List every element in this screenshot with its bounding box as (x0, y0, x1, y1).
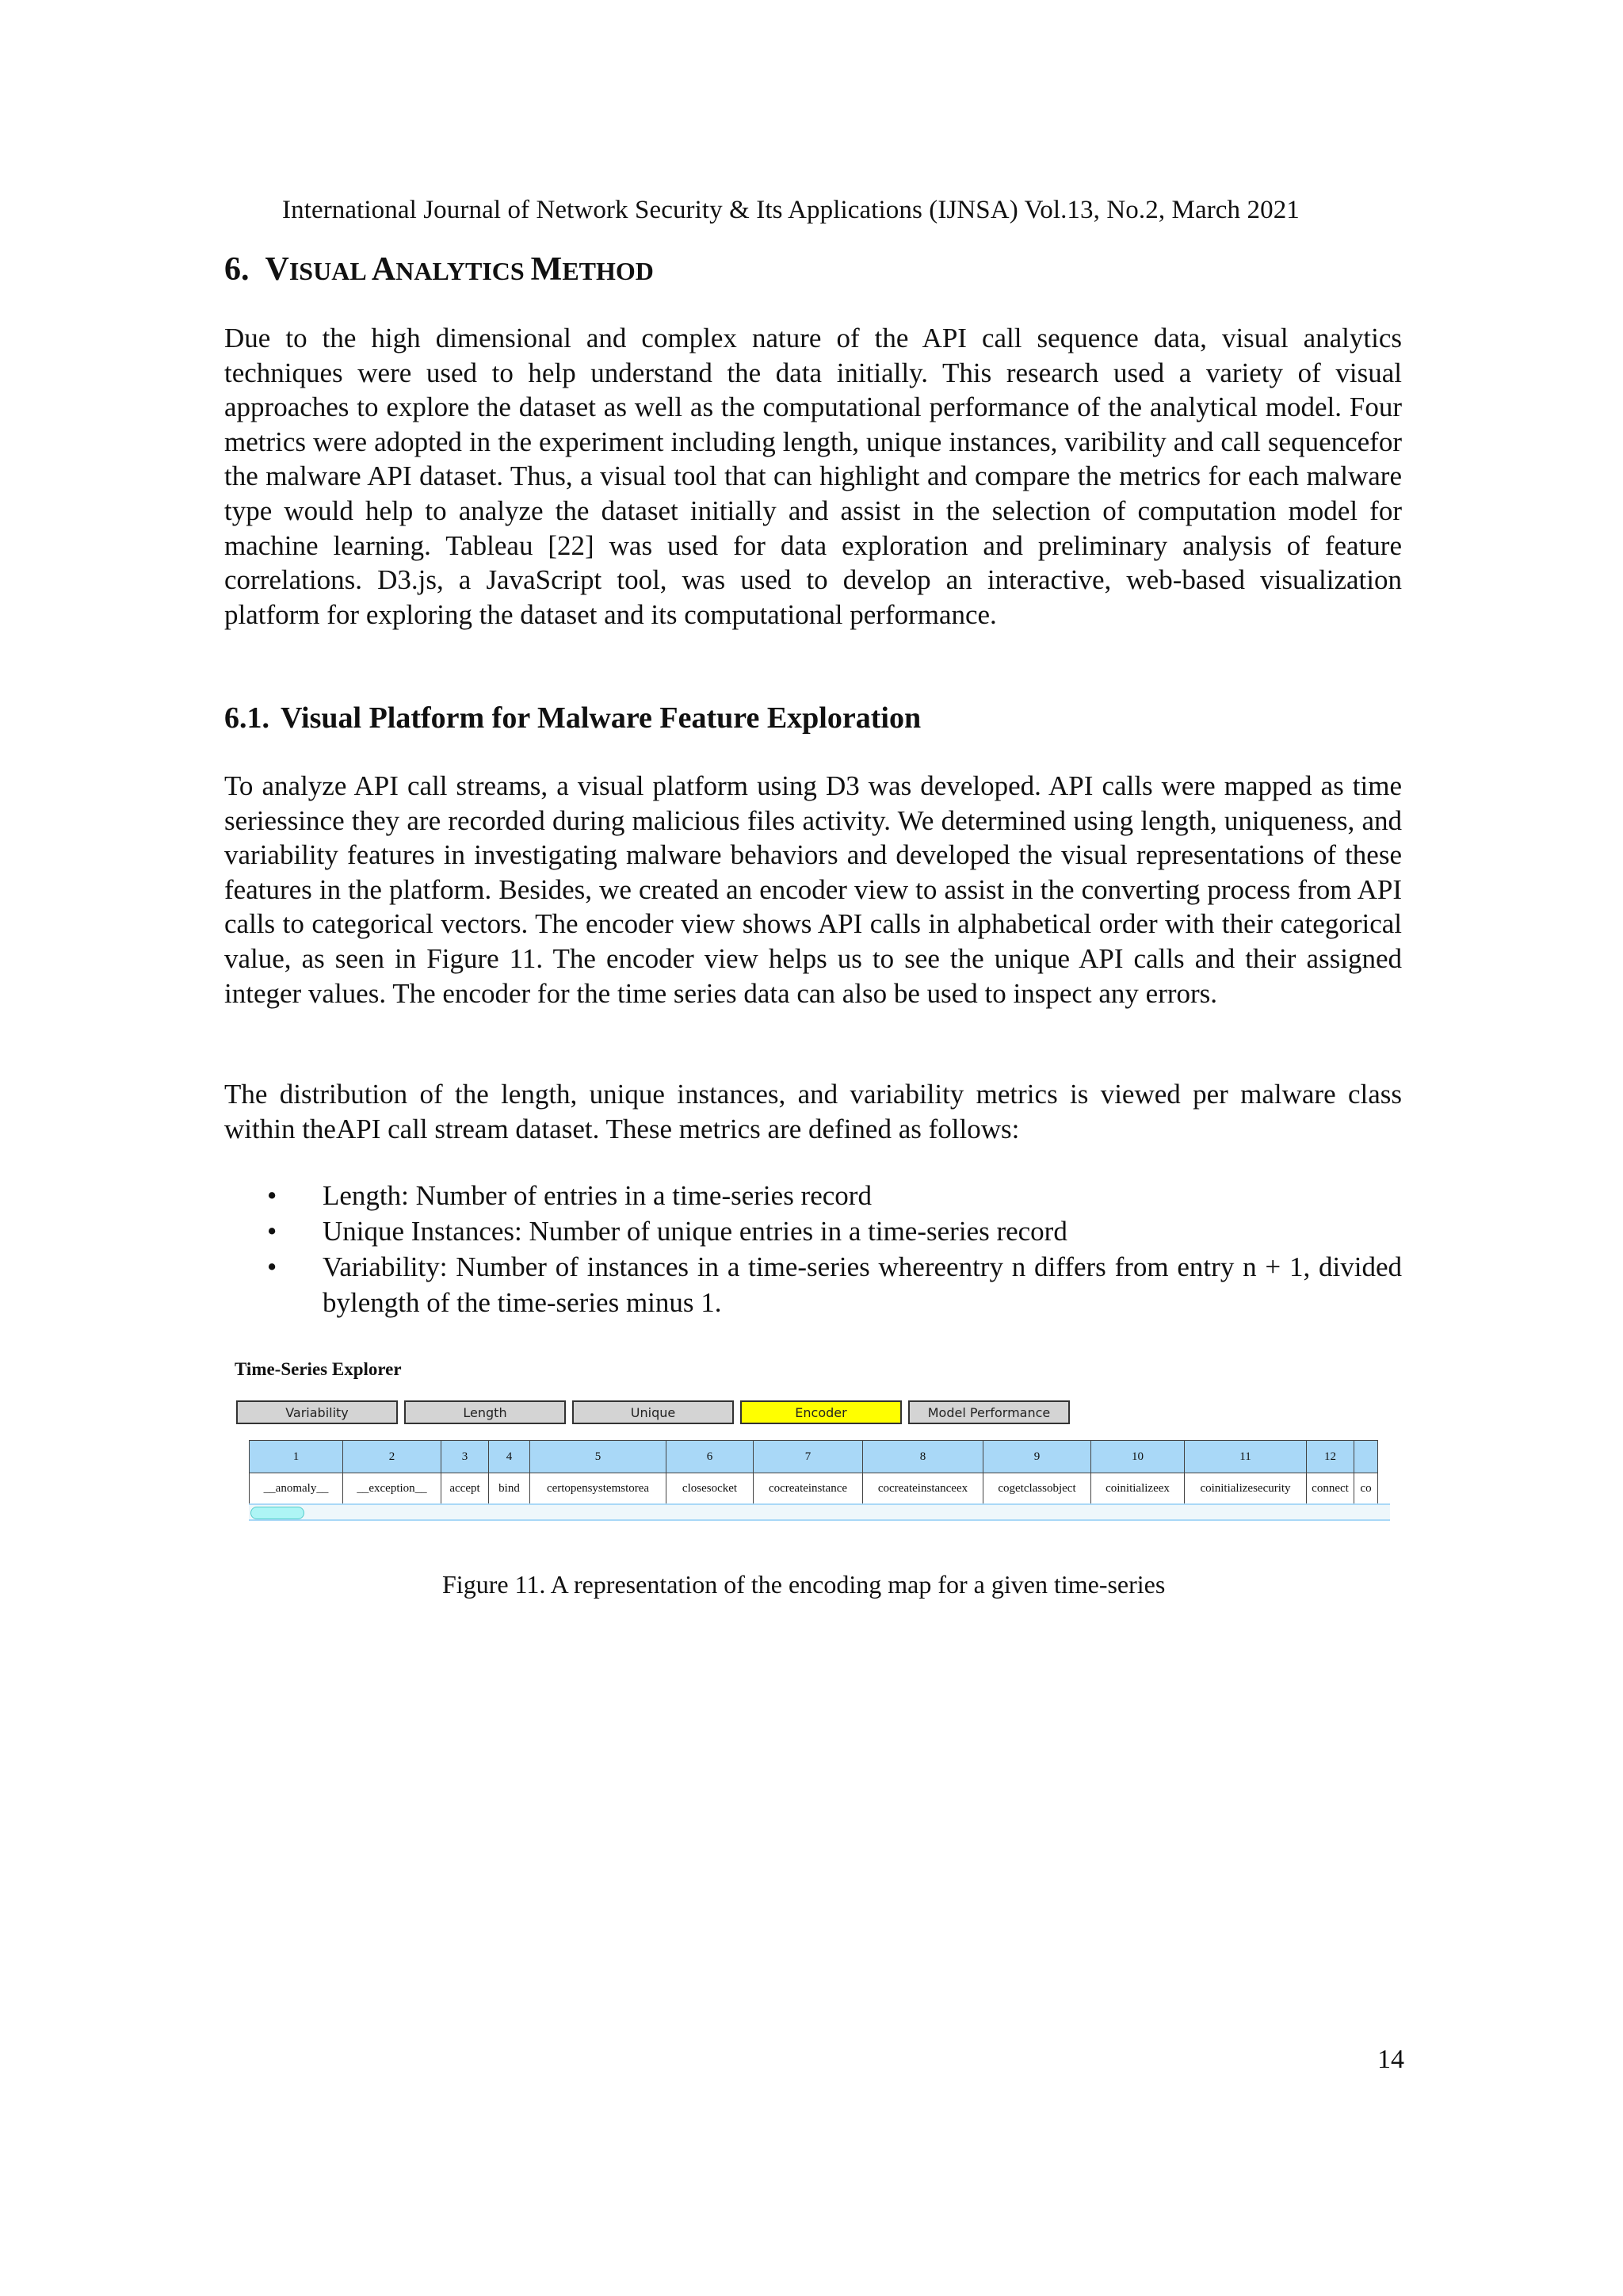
encoder-value-cell: cocreateinstance (754, 1473, 863, 1504)
metrics-list (267, 1178, 1402, 1320)
tab-unique[interactable]: Unique (572, 1400, 734, 1424)
encoder-index-cell: 6 (666, 1441, 754, 1473)
section-paragraph: Due to the high dimensional and complex nature of the API call sequence data, visual analytics techniques were used to help understand the data initially. This research used a variety of visual approaches to explore the dataset as well as the computational performance of the analytical model. Four metrics were adopted in the experiment including length, unique instances, varibility and call sequencefor the malware API dataset. Thus, a visual tool that can highlight and compare the metrics for each malware type would help to analyze the dataset initially and assist in the selection of computation model for machine learning. Tableau [22] was used for data exploration and preliminary analysis of feature correlations. D3.js, a JavaScript tool, was used to develop an interactive, web-based visualization platform for exploring the dataset and its computational performance. (224, 323, 1402, 630)
encoder-value-cell: bind (489, 1473, 530, 1504)
subsection-number: 6.1. (224, 701, 269, 735)
encoder-value-cell: accept (441, 1473, 489, 1504)
list-item: • Variability: Number of instances in a time-series whereentry n differs from entry n + 1, divided bylength of the time-series minus 1. (267, 1249, 1402, 1320)
encoder-value-cell: coinitializesecurity (1185, 1473, 1307, 1504)
tab-model-performance[interactable]: Model Performance (908, 1400, 1070, 1424)
bullet-icon: • (267, 1216, 277, 1247)
encoder-index-cell: 4 (489, 1441, 530, 1473)
encoder-value-row (250, 1473, 1378, 1504)
encoder-index-cell: 12 (1307, 1441, 1354, 1473)
subsection-paragraph-1: To analyze API call streams, a visual platform using D3 was developed. API calls were mapped as time seriessince they are recorded during malicious files activity. We determined using length, uniqueness, and variability features in investigating malware behaviors and developed the visual representations of these features in the platform. Besides, we created an encoder view to assist in the converting process from API calls to categorical vectors. The encoder view shows API calls in alphabetical order with their categorical value, as seen in Figure 11. The encoder view helps us to see the unique API calls and their assigned integer values. The encoder for the time series data can also be used to inspect any errors. (224, 770, 1402, 1009)
bullet-icon: • (267, 1180, 277, 1211)
encoder-table (249, 1440, 1378, 1504)
section-number: 6. (224, 251, 250, 288)
tab-encoder[interactable]: Encoder (740, 1400, 902, 1424)
encoder-index-cell: 2 (343, 1441, 441, 1473)
encoder-value-cell: coinitializeex (1091, 1473, 1185, 1504)
encoder-index-cell: 7 (754, 1441, 863, 1473)
encoder-index-cell: 9 (983, 1441, 1091, 1473)
encoder-index-cell: 5 (530, 1441, 666, 1473)
subsection-heading (224, 701, 921, 735)
tab-length[interactable]: Length (404, 1400, 566, 1424)
encoder-value-cell: co (1354, 1473, 1378, 1504)
section-heading: 6. VISUAL ANALYTICS METHOD (224, 251, 654, 288)
encoder-value-cell: connect (1307, 1473, 1354, 1504)
encoder-index-cell: 3 (441, 1441, 489, 1473)
subsection-title: Visual Platform for Malware Feature Exploration (281, 701, 922, 735)
tab-variability[interactable]: Variability (236, 1400, 398, 1424)
list-item: • Unique Instances: Number of unique entries in a time-series record (267, 1213, 1402, 1249)
explorer-title: Time-Series Explorer (235, 1359, 402, 1379)
encoder-value-cell: cocreateinstanceex (863, 1473, 983, 1504)
list-item: • Length: Number of entries in a time-series record (267, 1178, 1402, 1213)
figure-caption: Figure 11. A representation of the encoding map for a given time-series (442, 1570, 1166, 1599)
encoder-index-cell: 1 (250, 1441, 343, 1473)
encoder-index-cell: 8 (863, 1441, 983, 1473)
page-number: 14 (1377, 2045, 1404, 2074)
encoder-index-row (250, 1441, 1378, 1473)
encoder-index-cell (1354, 1441, 1378, 1473)
horizontal-scrollbar[interactable] (249, 1503, 1390, 1521)
bullet-icon: • (267, 1251, 277, 1282)
subsection-paragraph-2: The distribution of the length, unique instances, and variability metrics is viewed per malware class within theAPI call stream dataset. These metrics are defined as follows: (224, 1079, 1402, 1144)
encoder-value-cell: __anomaly__ (250, 1473, 343, 1504)
encoder-index-cell: 10 (1091, 1441, 1185, 1473)
encoder-index-cell: 11 (1185, 1441, 1307, 1473)
scrollbar-thumb[interactable] (250, 1507, 304, 1519)
encoder-value-cell: cogetclassobject (983, 1473, 1091, 1504)
encoder-value-cell: certopensystemstorea (530, 1473, 666, 1504)
figure-time-series-explorer (235, 1359, 1392, 1541)
encoder-value-cell: __exception__ (343, 1473, 441, 1504)
encoder-value-cell: closesocket (666, 1473, 754, 1504)
running-header: International Journal of Network Security & Its Applications (IJNSA) Vol.13, No.2, March 2021 (282, 196, 1300, 224)
explorer-tabs (236, 1400, 1070, 1424)
